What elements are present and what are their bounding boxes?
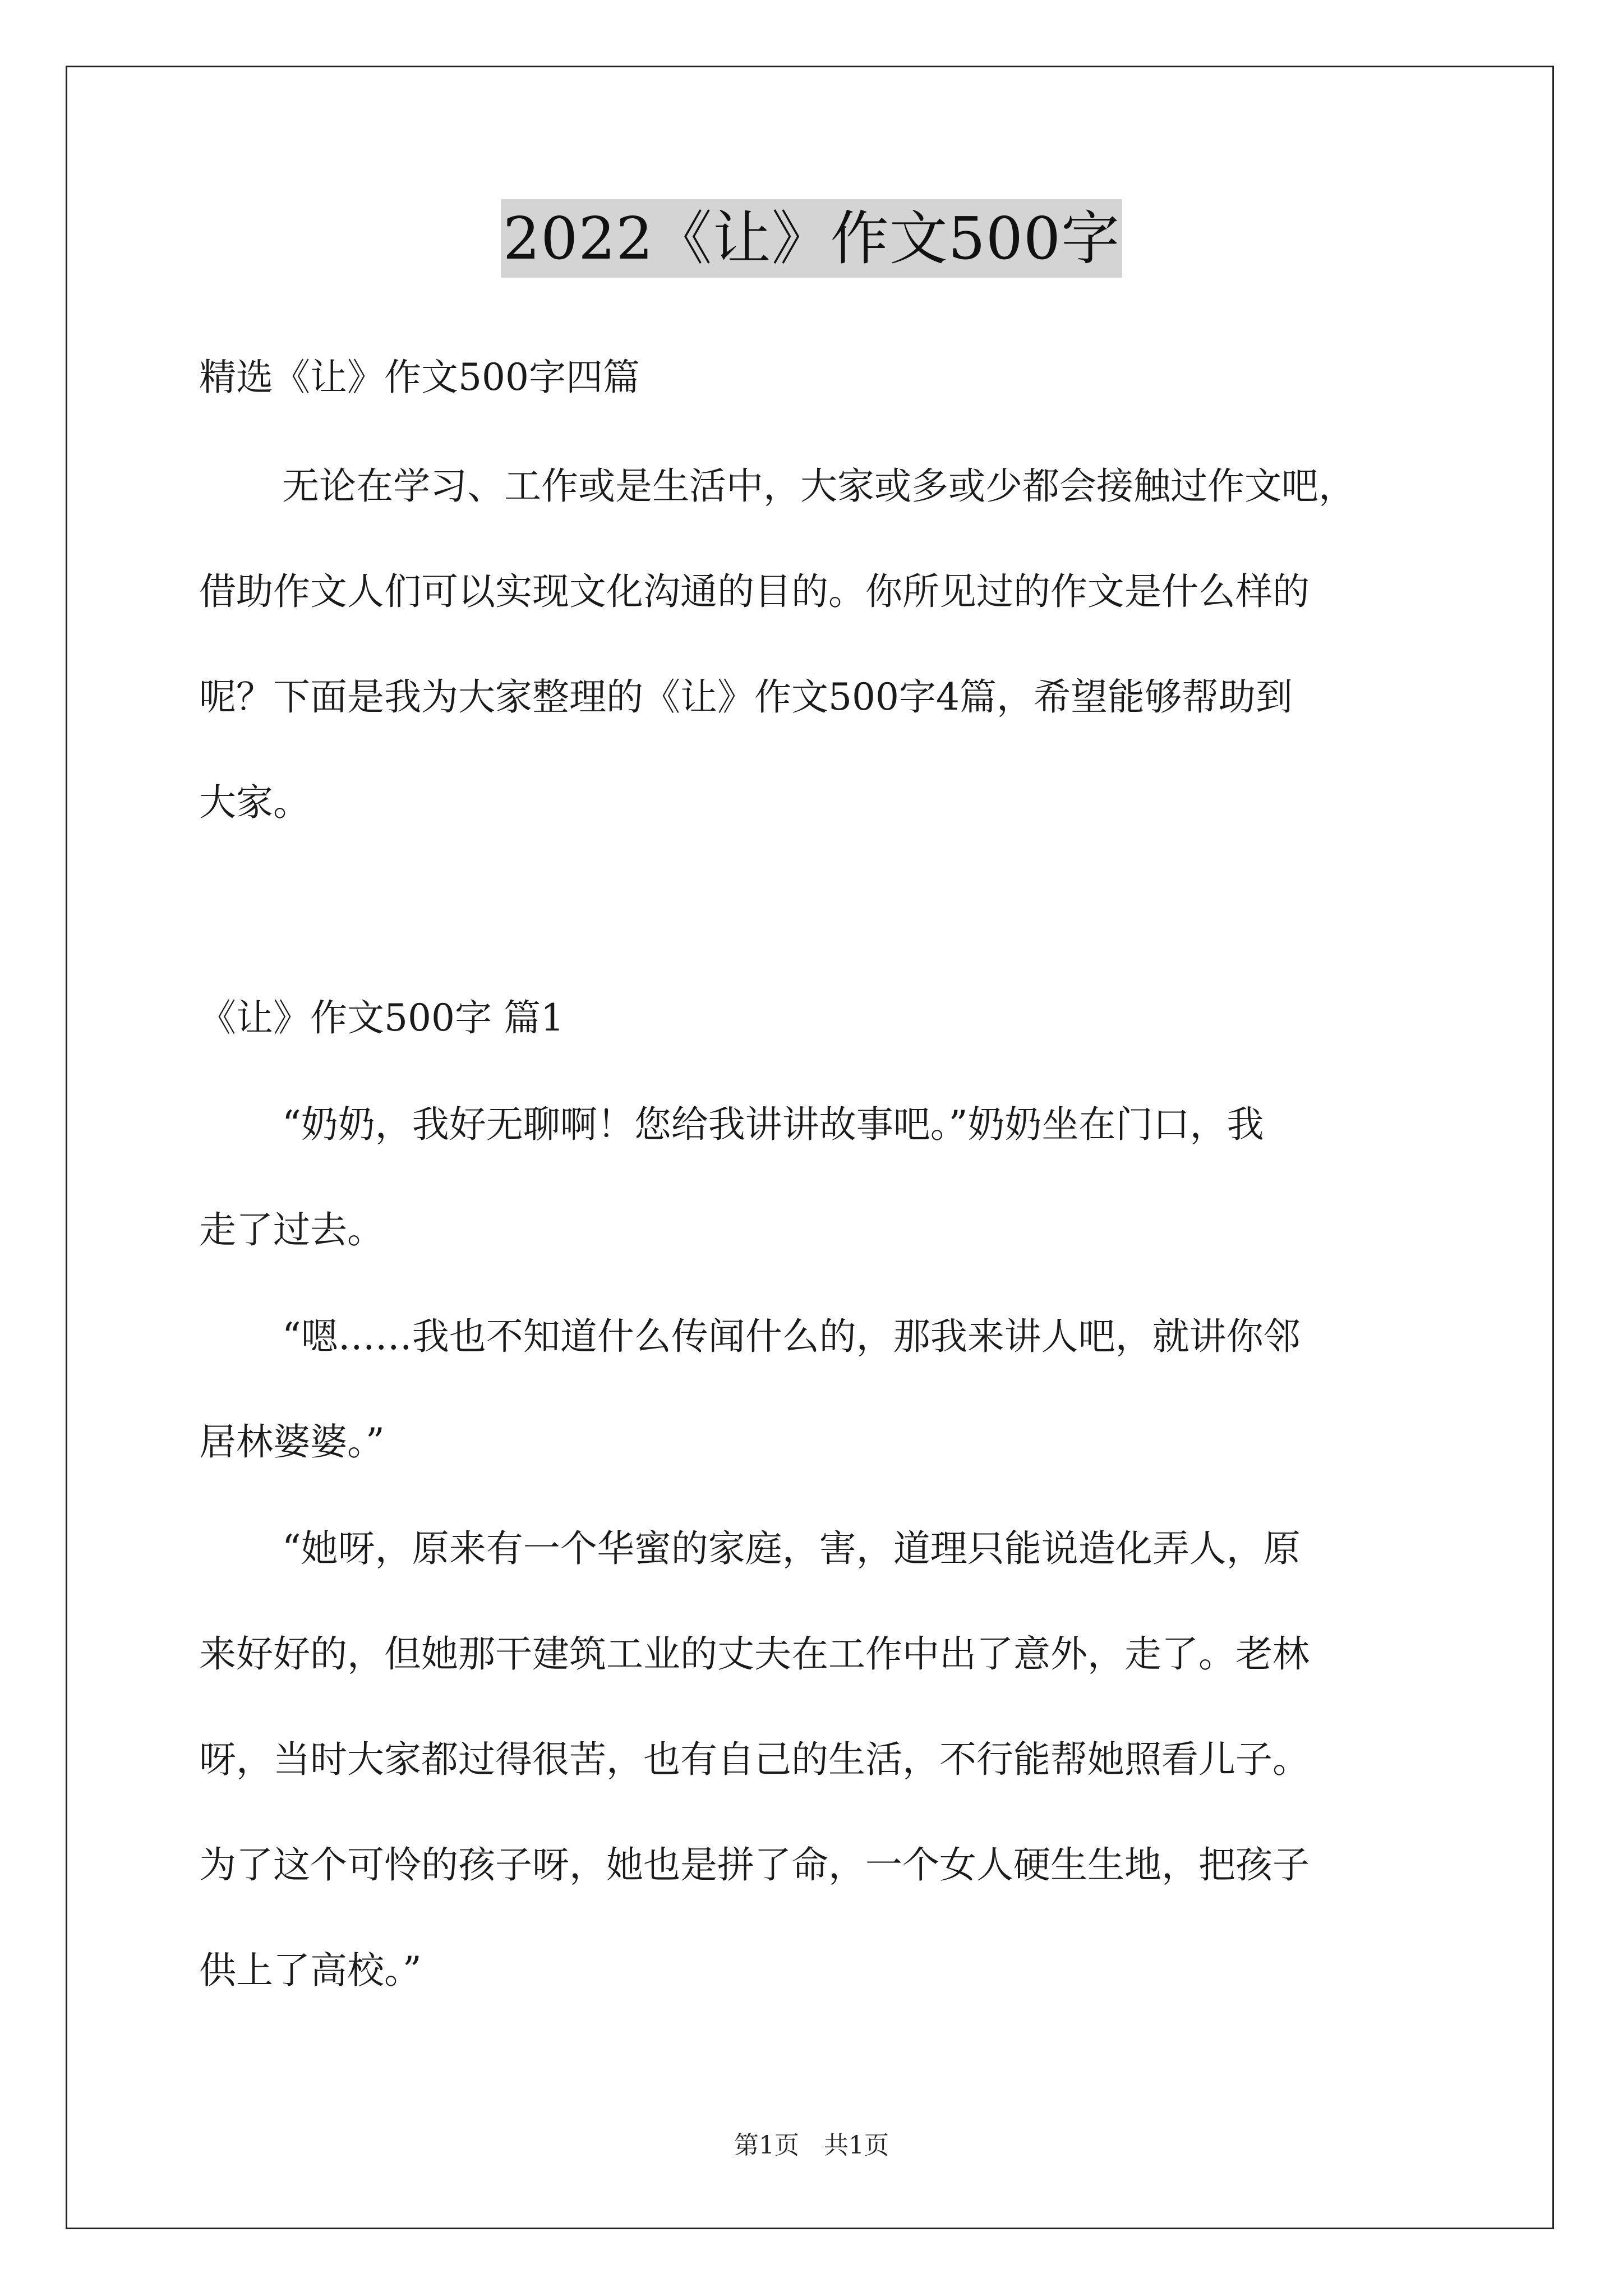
page-number-footer: 第1页 共1页: [734, 2131, 889, 2160]
paragraph-line: 呀，当时大家都过得很苦，也有自己的生活，不行能帮她照看儿子。: [199, 1738, 1310, 1781]
intro-line: 呢？下面是我为大家整理的《让》作文500字4篇，希望能够帮助到: [199, 675, 1293, 719]
document-title: 2022《让》作文500字: [501, 199, 1122, 278]
paragraph-line: 来好好的，但她那干建筑工业的丈夫在工作中出了意外，走了。老林: [199, 1632, 1310, 1676]
paragraph-line: “嗯……我也不知道什么传闻什么的，那我来讲人吧，就讲你邻: [282, 1315, 1301, 1358]
paragraph-line: 供上了高校。”: [199, 1949, 422, 1992]
paragraph-line: 为了这个可怜的孩子呀，她也是拼了命，一个女人硬生生地，把孩子: [199, 1843, 1310, 1887]
paragraph-line: 走了过去。: [199, 1208, 384, 1251]
intro-line: 大家。: [199, 781, 310, 824]
paragraph-line: “奶奶，我好无聊啊！您给我讲讲故事吧。”奶奶坐在门口，我: [282, 1103, 1264, 1146]
paragraph-line: “她呀，原来有一个华蜜的家庭，害，道理只能说造化弄人，原: [282, 1527, 1301, 1570]
document-subtitle: 精选《让》作文500字四篇: [199, 356, 640, 399]
intro-line: 借助作文人们可以实现文化沟通的目的。你所见过的作文是什么样的: [199, 570, 1310, 613]
intro-line: 无论在学习、工作或是生活中，大家或多或少都会接触过作文吧，: [282, 464, 1355, 508]
title-container: [0, 199, 1623, 278]
section-heading: 《让》作文500字 篇1: [199, 996, 564, 1039]
paragraph-line: 居林婆婆。”: [199, 1420, 385, 1464]
